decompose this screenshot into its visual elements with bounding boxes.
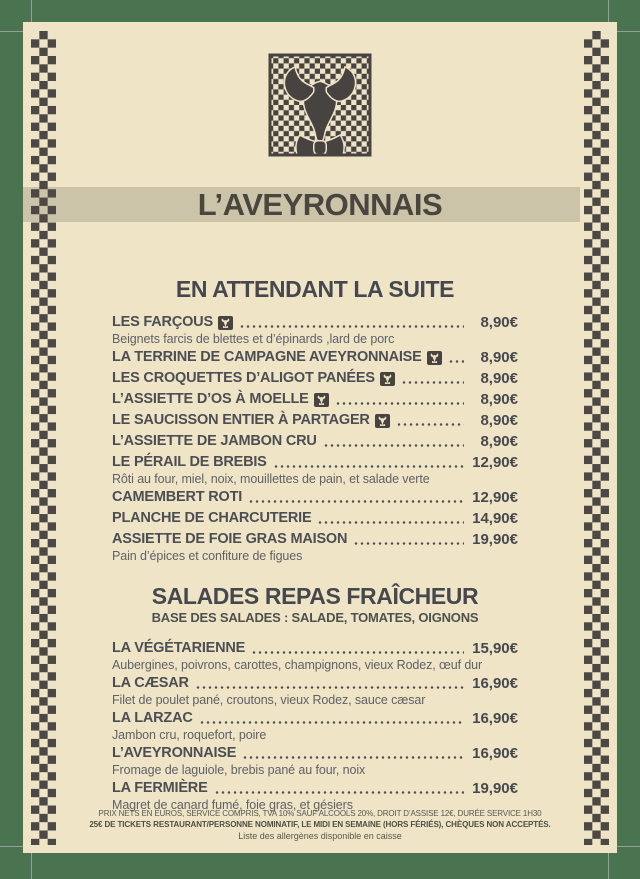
item-price: 19,90€ [472,780,518,797]
bull-icon [314,393,329,407]
bull-icon [375,414,390,428]
section-salades [112,583,518,812]
item-description: Pain d’épices et confiture de figues [112,549,303,563]
item-description: Fromage de laguiole, brebis pané au four, noix [112,763,366,777]
item-name: LES FARÇOUS [112,314,213,330]
bull-logo-icon [268,53,372,157]
bull-logo [268,53,372,157]
item-price: 12,90€ [472,454,518,471]
item-price: 14,90€ [472,510,518,527]
crop-mark [608,0,609,22]
item-name: LA FERMIÈRE [112,780,208,796]
dotted-leader [242,756,464,759]
item-price: 16,90€ [472,675,518,692]
section-en-attendant [112,276,518,563]
menu-item [112,369,518,388]
item-name: LA TERRINE DE CAMPAGNE AVEYRONNAISE [112,349,422,365]
item-price: 8,90€ [480,370,518,387]
dotted-leader [214,791,464,794]
dotted-leader [448,360,464,363]
dotted-leader [317,521,464,524]
section-heading: SALADES REPAS FRAÎCHEUR [151,583,479,609]
crop-mark [31,0,32,22]
checker-strip-left [31,31,56,845]
item-name: L’ASSIETTE DE JAMBON CRU [112,433,317,449]
item-name: LA VÉGÉTARIENNE [112,640,246,656]
item-price: 8,90€ [480,412,518,429]
crop-mark [617,31,640,32]
menu-item [112,709,518,742]
menu-item [112,509,518,528]
bull-icon [427,351,442,365]
item-price: 8,90€ [480,391,518,408]
dotted-leader [195,686,464,689]
crop-mark [617,846,640,847]
menu-item [112,453,518,486]
section-subheading: BASE DES SALADES : SALADE, TOMATES, OIGNONS [151,610,479,625]
crop-mark [0,846,23,847]
menu-item [112,411,518,430]
section-heading: EN ATTENDANT LA SUITE [175,276,455,302]
item-price: 15,90€ [472,640,518,657]
item-name: LES CROQUETTES D’ALIGOT PANÉES [112,370,375,386]
menu-item [112,348,518,367]
menu-item [112,674,518,707]
dotted-leader [401,381,464,384]
item-price: 8,90€ [480,349,518,366]
item-name: L’ASSIETTE D’OS À MOELLE [112,391,309,407]
item-description: Aubergines, poivrons, carottes, champignons, vieux Rodez, œuf dur [112,658,483,672]
footer-allergens-note: Liste des allergènes disponible en caisse [238,831,402,841]
menu-item [112,313,518,346]
item-name: LA CÆSAR [112,675,189,691]
item-name: ASSIETTE DE FOIE GRAS MAISON [112,531,348,547]
menu-item [112,744,518,777]
bull-icon [380,372,395,386]
item-price: 16,90€ [472,745,518,762]
bull-icon [218,316,233,330]
footer-pricing-note: PRIX NETS EN EUROS, SERVICE COMPRIS, TVA 10% SAUF ALCOOLS 20%, DROIT D’ASSISE 12€, DURÉE SERVICE 1H30 [98,809,542,818]
item-description: Rôti au four, miel, noix, mouillettes de pain, et salade verte [112,472,430,486]
item-name: PLANCHE DE CHARCUTERIE [112,510,312,526]
item-name: LA LARZAC [112,710,193,726]
item-price: 12,90€ [472,489,518,506]
menu-content [112,276,518,814]
menu-item [112,432,518,451]
item-name: LE PÉRAIL DE BREBIS [112,454,267,470]
crop-mark [608,853,609,879]
footer [23,808,617,842]
item-price: 8,90€ [480,433,518,450]
item-price: 16,90€ [472,710,518,727]
menu-item [112,639,518,672]
dotted-leader [199,721,464,724]
dotted-leader [251,651,464,654]
item-name: LE SAUCISSON ENTIER À PARTAGER [112,412,370,428]
menu-item [112,390,518,409]
dotted-leader [335,402,464,405]
item-description: Beignets farcis de blettes et d’épinards ,lard de porc [112,332,395,346]
dotted-leader [248,500,464,503]
dotted-leader [323,444,464,447]
menu-item [112,488,518,507]
item-description: Magret de canard fumé, foie gras, et gésiers [112,798,353,812]
dotted-leader [273,465,464,468]
item-description: Jambon cru, roquefort, poire [112,728,267,742]
dotted-leader [396,423,464,426]
menu-item [112,530,518,563]
item-price: 19,90€ [472,531,518,548]
dotted-leader [353,542,464,545]
checker-strip-right [584,31,609,845]
item-description: Filet de poulet pané, croutons, vieux Rodez, sauce cæsar [112,693,426,707]
restaurant-title: L’AVEYRONNAIS [197,187,443,222]
dotted-leader [239,325,464,328]
item-name: CAMEMBERT ROTI [112,489,243,505]
crop-mark [31,853,32,879]
item-name: L’AVEYRONNAISE [112,745,237,761]
footer-tickets-note: 25€ DE TICKETS RESTAURANT/PERSONNE NOMINATIF, LE MIDI EN SEMAINE (HORS FÉRIÉS), CHÈQUES NON ACCEPTÉS. [89,820,551,829]
item-price: 8,90€ [480,314,518,331]
crop-mark [0,31,23,32]
